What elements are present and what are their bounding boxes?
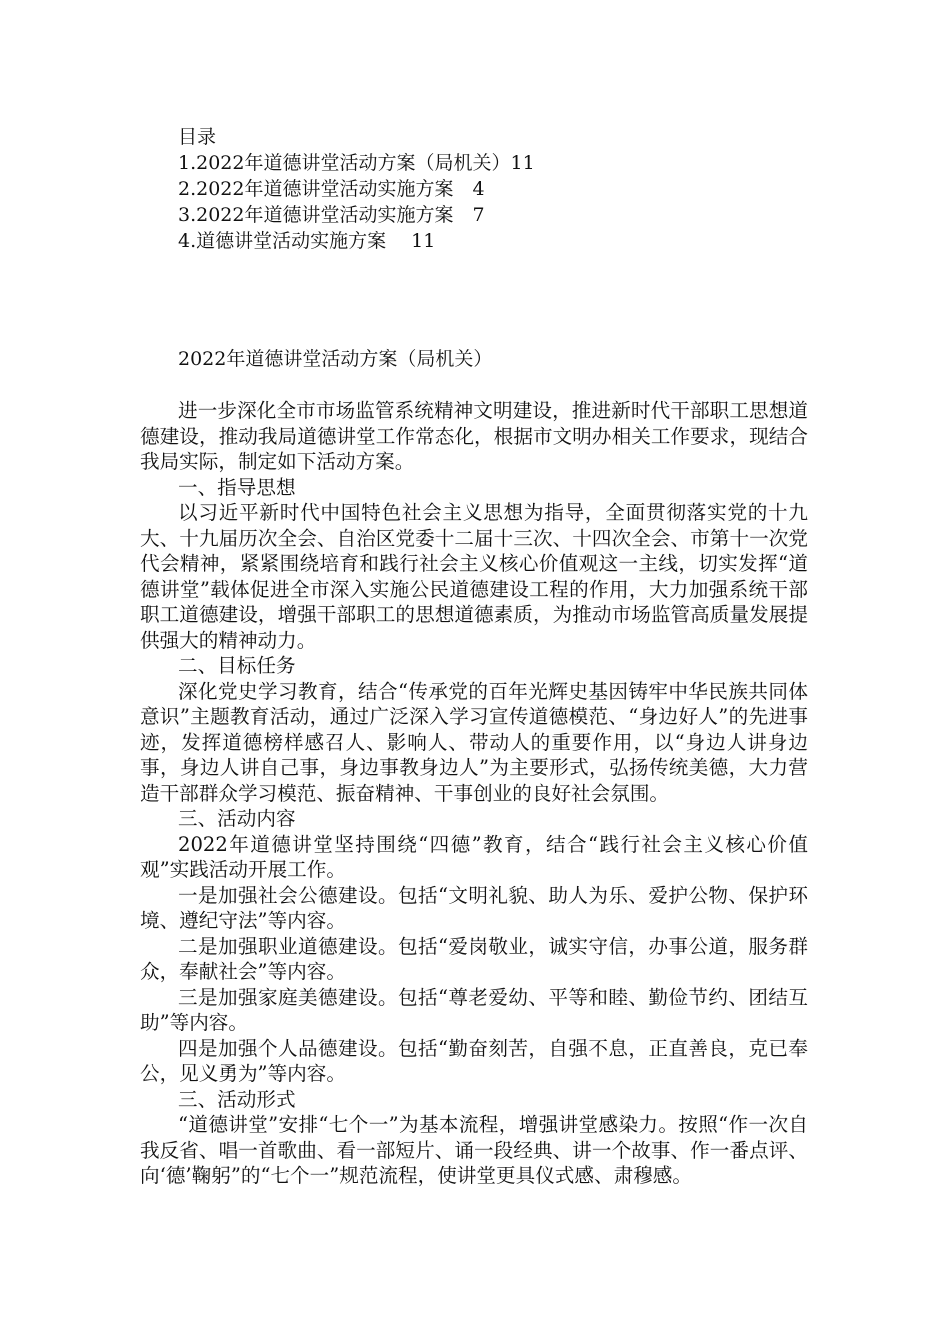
document-body bbox=[140, 398, 808, 1189]
toc-item[interactable]: 4.道德讲堂活动实施方案 11 bbox=[178, 230, 436, 252]
section-heading: 三、活动形式 bbox=[178, 1087, 296, 1111]
body-paragraph: 四是加强个人品德建设。包括“勤奋刻苦，自强不息，正直善良，克已奉公，见义勇为”等内容。 bbox=[140, 1036, 808, 1085]
document-title: 2022年道德讲堂活动方案（局机关） bbox=[178, 348, 493, 370]
body-paragraph: 2022年道德讲堂坚持围绕“四德”教育，结合“践行社会主义核心价值观”实践活动开展工作。 bbox=[140, 832, 808, 881]
body-paragraph: 深化党史学习教育，结合“传承党的百年光辉史基因铸牢中华民族共同体意识”主题教育活动，通过广泛深入学习宣传道德模范、“身边好人”的先进事迹，发挥道德榜样感召人、影响人、带动人的重要作用，以“身边人讲身边事，身边人讲自己事，身边事教身边人”为主要形式，弘扬传统美德，大力营造干部群众学习模范、振奋精神、干事创业的良好社会氛围。 bbox=[140, 679, 808, 805]
section-heading: 一、指导思想 bbox=[178, 475, 296, 499]
table-of-contents bbox=[178, 124, 818, 254]
body-paragraph: 以习近平新时代中国特色社会主义思想为指导，全面贯彻落实党的十九大、十九届历次全会、自治区党委十二届十三次、十四次全会、市第十一次党代会精神，紧紧围绕培育和践行社会主义核心价值观这一主线，切实发挥“道德讲堂”载体促进全市深入实施公民道德建设工程的作用，大力加强系统干部职工道德建设，增强干部职工的思想道德素质，为推动市场监管高质量发展提供强大的精神动力。 bbox=[140, 501, 808, 652]
body-paragraph: 进一步深化全市市场监管系统精神文明建设，推进新时代干部职工思想道德建设，推动我局道德讲堂工作常态化，根据市文明办相关工作要求，现结合我局实际，制定如下活动方案。 bbox=[140, 399, 808, 473]
body-paragraph: 一是加强社会公德建设。包括“文明礼貌、助人为乐、爱护公物、保护环境、遵纪守法”等内容。 bbox=[140, 883, 808, 932]
toc-item[interactable]: 3.2022年道德讲堂活动实施方案 7 bbox=[178, 204, 485, 226]
body-paragraph: “道德讲堂”安排“七个一”为基本流程，增强讲堂感染力。按照“作一次自我反省、唱一首歌曲、看一部短片、诵一段经典、讲一个故事、作一番点评、向‘德’鞠躬”的“七个一”规范流程，使讲堂更具仪式感、肃穆感。 bbox=[140, 1113, 808, 1187]
toc-heading: 目录 bbox=[178, 126, 217, 148]
section-heading: 三、活动内容 bbox=[178, 807, 296, 830]
body-paragraph: 二是加强职业道德建设。包括“爱岗敬业，诚实守信，办事公道，服务群众，奉献社会”等内容。 bbox=[140, 934, 808, 983]
toc-item[interactable]: 2.2022年道德讲堂活动实施方案 4 bbox=[178, 178, 485, 200]
body-paragraph: 三是加强家庭美德建设。包括“尊老爱幼、平等和睦、勤俭节约、团结互助”等内容。 bbox=[140, 985, 808, 1034]
section-heading: 二、目标任务 bbox=[178, 654, 296, 677]
toc-item[interactable]: 1.2022年道德讲堂活动方案（局机关）11 bbox=[178, 152, 535, 174]
